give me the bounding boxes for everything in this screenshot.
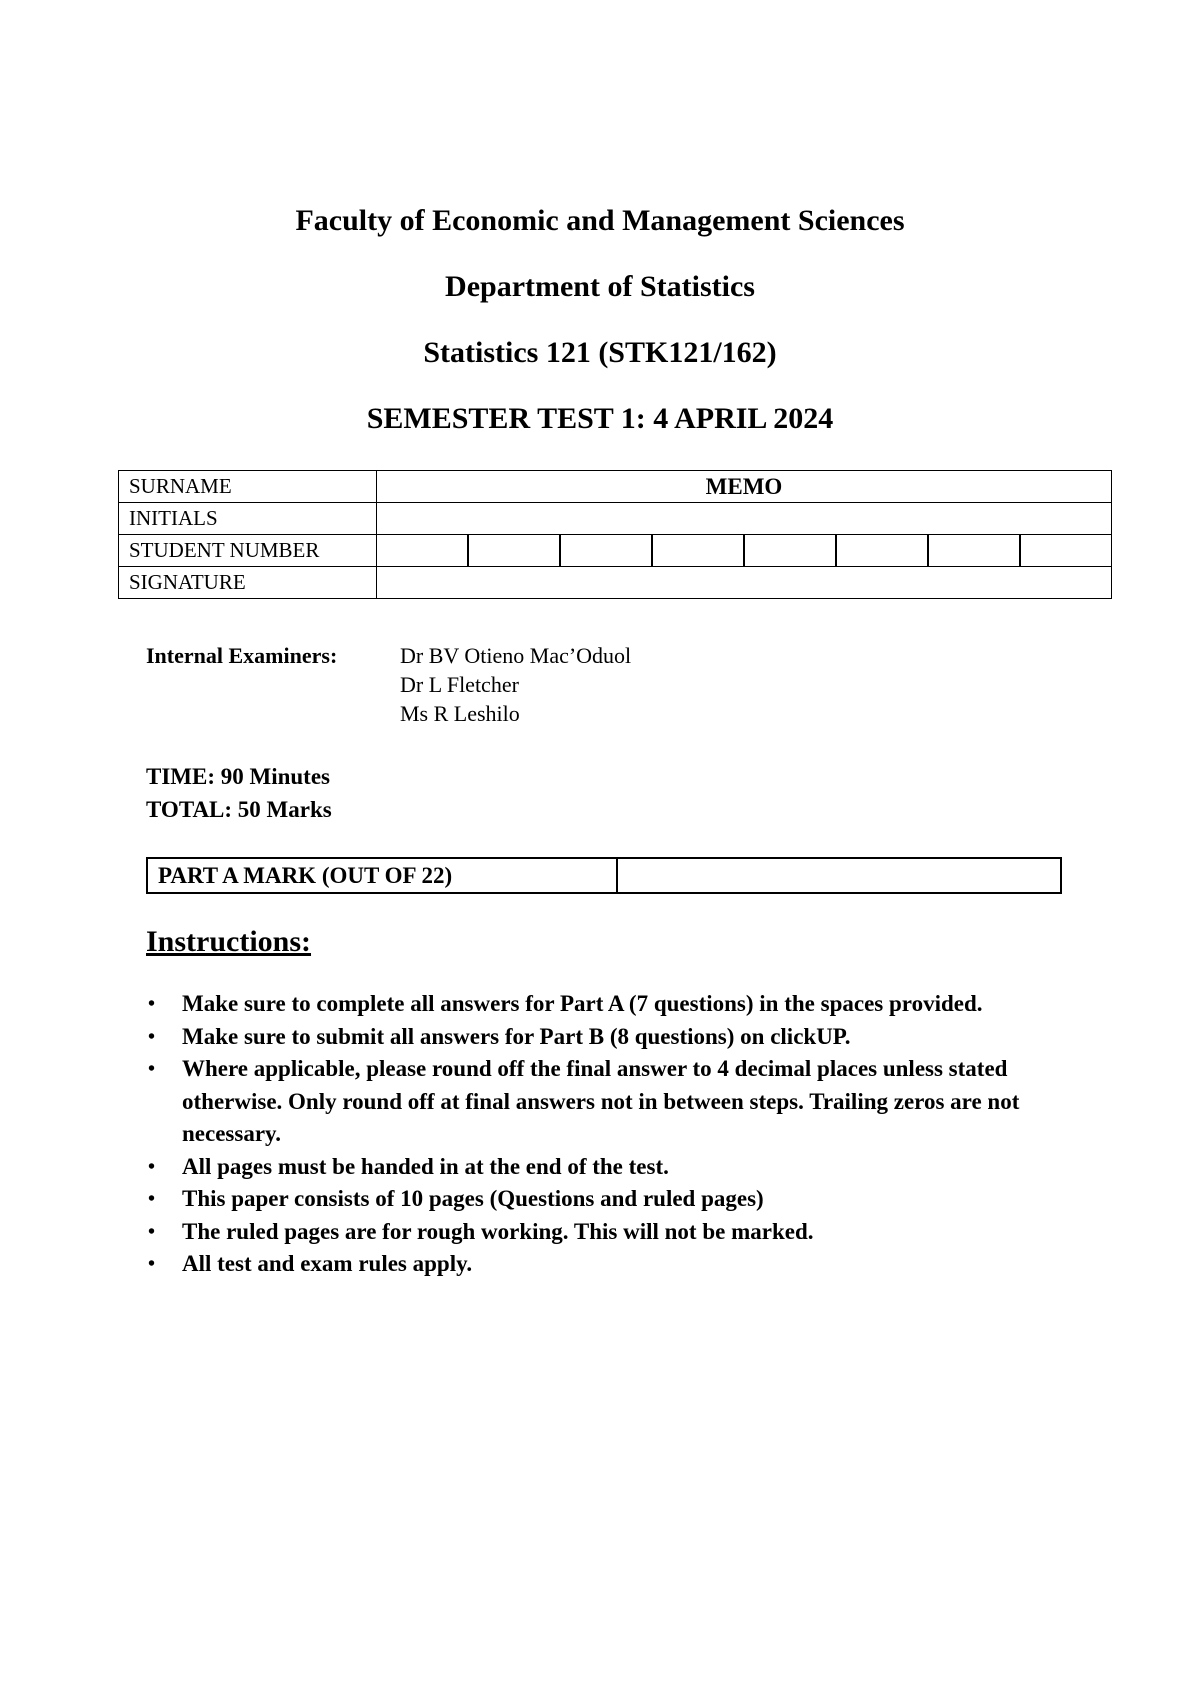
student-number-digit-box[interactable]: [743, 535, 835, 566]
instructions-title: Instructions:: [146, 925, 312, 958]
examiners-label: Internal Examiners:: [146, 643, 338, 668]
student-number-digit-box[interactable]: [927, 535, 1019, 566]
instruction-text: The ruled pages are for rough working. This will not be marked.: [182, 1218, 814, 1244]
instruction-item: [146, 1183, 1076, 1216]
part-a-mark-table: [146, 857, 1062, 894]
faculty-heading: Faculty of Economic and Management Sciences: [295, 204, 905, 237]
course-heading: Statistics 121 (STK121/162): [423, 336, 777, 369]
instruction-text: Make sure to submit all answers for Part B (8 questions) on clickUP.: [182, 1023, 851, 1049]
signature-row: [119, 567, 1112, 599]
bullet-icon: •: [148, 1155, 156, 1178]
instruction-item: [146, 988, 1076, 1021]
total-marks: TOTAL: 50 Marks: [146, 797, 332, 822]
department-heading: Department of Statistics: [445, 270, 755, 303]
test-heading: SEMESTER TEST 1: 4 APRIL 2024: [366, 402, 834, 435]
instruction-item: [146, 1248, 1076, 1281]
signature-field[interactable]: [377, 567, 1112, 599]
part-a-mark-row: [147, 858, 1061, 893]
instruction-text: This paper consists of 10 pages (Questions and ruled pages): [182, 1186, 764, 1211]
initials-label: INITIALS: [119, 503, 377, 535]
examiner-name: Dr L Fletcher: [400, 672, 519, 697]
instruction-text: Where applicable, please round off the final answer to 4 decimal places unless stated otherwise. Only round off at final answers not in between steps. Trailing zeros are not necessary.: [182, 1056, 1020, 1146]
student-details-table: [118, 470, 1112, 599]
student-number-field: [377, 535, 1112, 567]
student-number-label: STUDENT NUMBER: [119, 535, 377, 567]
student-number-digit-box[interactable]: [559, 535, 651, 566]
examiners-list: [400, 641, 631, 728]
student-number-digit-box[interactable]: [377, 535, 467, 566]
student-number-digit-box[interactable]: [835, 535, 927, 566]
instruction-text: All test and exam rules apply.: [182, 1251, 473, 1276]
bullet-icon: •: [148, 1025, 156, 1048]
bullet-icon: •: [148, 1220, 156, 1243]
initials-field[interactable]: [377, 503, 1112, 535]
instructions-list: [146, 988, 1076, 1281]
surname-label: SURNAME: [119, 471, 377, 503]
instruction-text: Make sure to complete all answers for Part A (7 questions) in the spaces provided.: [182, 991, 983, 1016]
part-a-mark-label: PART A MARK (OUT OF 22): [147, 858, 617, 893]
time-total-block: [146, 760, 332, 826]
bullet-icon: •: [148, 993, 156, 1015]
examiner-name: Ms R Leshilo: [400, 701, 520, 726]
instruction-text: All pages must be handed in at the end of the test.: [182, 1153, 669, 1179]
student-number-digit-box[interactable]: [651, 535, 743, 566]
header-block: [0, 203, 1200, 437]
student-number-digit-box[interactable]: [467, 535, 559, 566]
surname-field[interactable]: MEMO: [377, 471, 1112, 503]
instruction-item: [146, 1053, 1076, 1151]
instruction-item: [146, 1021, 1076, 1054]
bullet-icon: •: [148, 1253, 156, 1275]
examiner-name: Dr BV Otieno Mac’Oduol: [400, 643, 632, 668]
instruction-item: [146, 1151, 1076, 1184]
bullet-icon: •: [148, 1058, 156, 1080]
initials-row: [119, 503, 1112, 535]
instruction-item: [146, 1216, 1076, 1249]
student-number-row: [119, 535, 1112, 567]
bullet-icon: •: [148, 1188, 156, 1210]
part-a-mark-field[interactable]: [617, 858, 1061, 893]
student-number-digit-box[interactable]: [1019, 535, 1111, 566]
surname-row: [119, 471, 1112, 503]
signature-label: SIGNATURE: [119, 567, 377, 599]
time-allowed: TIME: 90 Minutes: [146, 764, 330, 789]
